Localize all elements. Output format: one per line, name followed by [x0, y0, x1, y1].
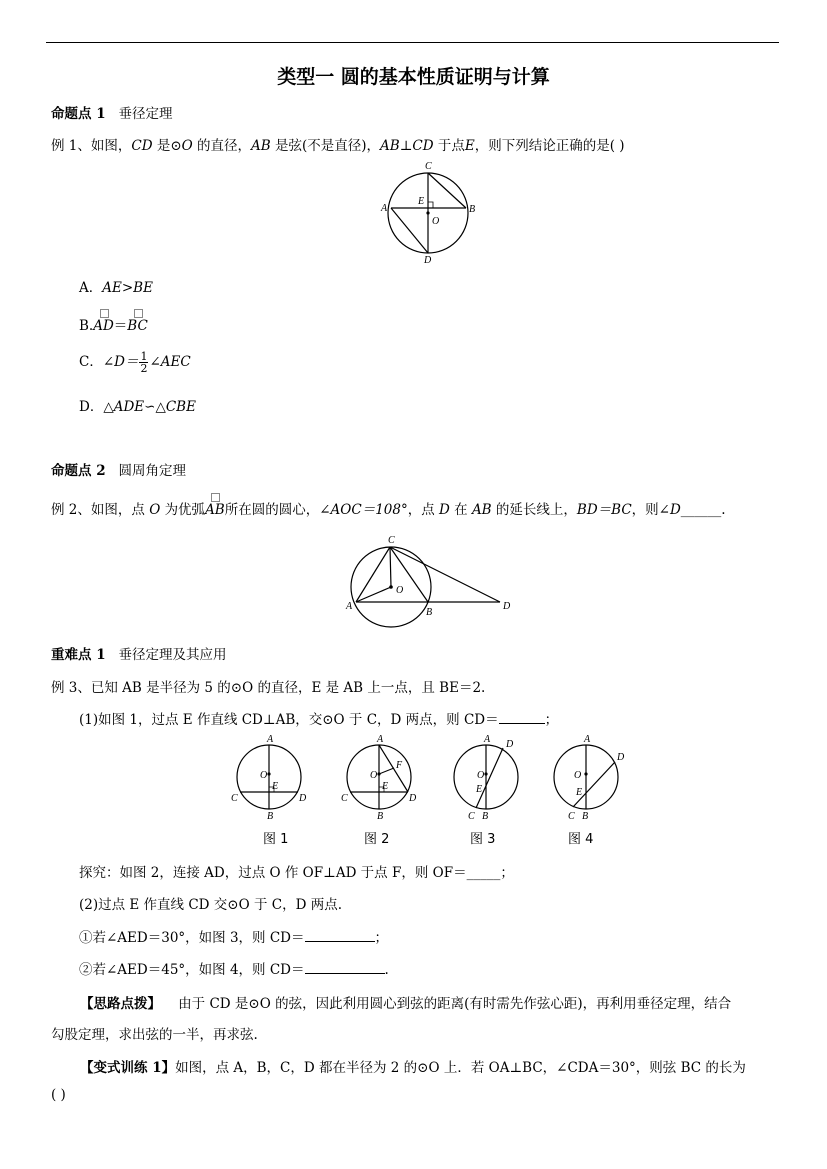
figure-ex3-2: [340, 732, 425, 822]
ex1-prefix: 例 1、如图，: [51, 138, 132, 154]
fig1-label-o: O: [432, 216, 440, 227]
fig-label-c: C: [231, 793, 238, 804]
option-b-arc-ad: AD: [93, 318, 114, 334]
example-1-stem: [51, 134, 625, 154]
page-title: 类型一 圆的基本性质证明与计算: [277, 66, 550, 88]
ex3-q1-blank[interactable]: [499, 723, 545, 724]
tip-line-1: [80, 992, 731, 1012]
ex3-q2b-blank[interactable]: [305, 973, 385, 974]
variant-line-2: ( ): [51, 1087, 66, 1103]
example-3-q2: (2)过点 E 作直线 CD 交⊙O 于 C，D 两点.: [79, 897, 342, 913]
option-b-label: B.: [79, 318, 94, 334]
ex3-q1-end: ；: [544, 712, 559, 728]
example-3-q2a: [79, 926, 388, 946]
fig2-label-a: A: [346, 601, 353, 612]
ex1-ab-perp-cd: AB⊥CD: [380, 138, 434, 154]
ex2-t4: 在: [454, 502, 468, 518]
section-label: 命题点 1: [51, 106, 106, 122]
ex3-q1-text: (1)如图 1，过点 E 作直线 CD⊥AB，交⊙O 于 C，D 两点，则 CD＝: [79, 712, 499, 728]
ex3-explore-end: ；: [500, 865, 514, 881]
option-d-text: △ADE∽△CBE: [103, 399, 196, 415]
section-name: 垂径定理及其应用: [118, 647, 227, 663]
ex2-arc-ab: AB: [205, 502, 225, 518]
tip-text-1: 由于 CD 是⊙O 的弦，因此利用圆心到弦的距离(有时需先作弦心距)，再利用垂径定理，结合: [178, 996, 732, 1012]
ex2-prefix: 例 2、如图，点: [51, 502, 145, 518]
example-3-q2b: [79, 958, 389, 978]
fig-label-d: D: [299, 793, 307, 804]
ex3-explore-blank[interactable]: _____: [466, 865, 501, 881]
example-3-q1: [79, 708, 558, 728]
option-c[interactable]: [79, 350, 191, 374]
ex3-q2b-text: ②若∠AED＝45°，如图 4，则 CD＝: [79, 962, 305, 978]
option-c-pre: ∠D＝: [102, 354, 139, 370]
section-label: 重难点 1: [51, 647, 106, 663]
figure-ex3-4: [547, 732, 632, 822]
option-d-label: D．: [79, 399, 104, 415]
ex1-e: E: [464, 138, 475, 154]
ex2-d: D: [439, 502, 450, 518]
fig-label-o: O: [477, 770, 485, 781]
fig1-label-d: D: [424, 255, 432, 266]
example-2-stem: [51, 498, 726, 518]
ex1-t4: 于点: [437, 138, 465, 154]
ex1-t2: 的直径，: [197, 138, 252, 154]
ex1-t1: 是: [156, 138, 171, 154]
fig2-label-b: B: [426, 607, 433, 618]
option-a-text: AE>BE: [102, 280, 153, 296]
fraction-numerator: 1: [140, 350, 148, 363]
ex2-angle: ∠AOC＝108°: [319, 502, 408, 518]
fig2-label-c: C: [388, 535, 395, 546]
tip-line-2: 勾股定理，求出弦的一半，再求弦.: [51, 1027, 258, 1043]
section-heading-3: [51, 643, 226, 663]
figure-2: [340, 532, 520, 632]
figure-1: [375, 158, 485, 268]
fig-label-c: C: [341, 793, 348, 804]
fig-label-d: D: [506, 739, 514, 750]
example-3-intro: 例 3、已知 AB 是半径为 5 的⊙O 的直径，E 是 AB 上一点，且 BE＝2.: [51, 680, 486, 696]
fig1-label-b: B: [469, 204, 476, 215]
figure-caption: 图 3: [470, 832, 496, 847]
ex3-q2a-text: ①若∠AED＝30°，如图 3，则 CD＝: [79, 930, 305, 946]
example-3-explore: [79, 861, 514, 881]
fig-label-f: F: [396, 760, 403, 771]
ex3-explore-text: 探究：如图 2，连接 AD，过点 O 作 OF⊥AD 于点 F，则 OF＝: [79, 865, 467, 881]
ex1-cd: CD: [131, 138, 153, 154]
fig-label-a: A: [484, 734, 491, 745]
ex2-eq: BD＝BC: [576, 502, 632, 518]
fig-label-e: E: [382, 781, 389, 792]
fig-label-a: A: [584, 734, 591, 745]
fig-label-e: E: [272, 781, 279, 792]
fig1-label-c: C: [425, 161, 432, 172]
option-a[interactable]: [79, 276, 153, 296]
ex3-q2a-end: ；: [374, 930, 388, 946]
ex1-t5: ，则下列结论正确的是( ): [474, 138, 625, 154]
fig-label-b: B: [482, 811, 489, 822]
ex2-answer-blank[interactable]: ______: [680, 502, 722, 518]
fig-label-d: D: [409, 793, 417, 804]
header-rule: [46, 42, 779, 43]
figure-ex3-1: [230, 732, 315, 822]
fig-label-o: O: [260, 770, 268, 781]
fig-label-e: E: [576, 787, 583, 798]
option-b-arc-bc: BC: [127, 318, 148, 334]
tip-label: 【思路点拨】: [80, 996, 161, 1012]
option-b[interactable]: [79, 314, 148, 334]
option-c-post: ∠AEC: [149, 354, 191, 370]
fig-label-a: A: [377, 734, 384, 745]
section-label: 命题点 2: [51, 463, 106, 479]
variant-label: 【变式训练 1】: [80, 1060, 176, 1076]
figure-caption: 图 4: [568, 832, 594, 847]
fig2-label-d: D: [503, 601, 511, 612]
fig-label-c: C: [468, 811, 475, 822]
fig-label-o: O: [370, 770, 378, 781]
ex2-t3: ，点: [407, 502, 435, 518]
figure-caption: 图 1: [263, 832, 289, 847]
ex1-t3: 是弦(不是直径)，: [275, 138, 381, 154]
fig-label-b: B: [582, 811, 589, 822]
fig-label-c: C: [568, 811, 575, 822]
ex3-q2b-end: .: [384, 962, 389, 978]
option-b-eq: ＝: [113, 318, 128, 334]
ex1-circle-o: ⊙O: [170, 138, 193, 154]
ex2-ab: AB: [471, 502, 492, 518]
option-a-label: A．: [79, 280, 103, 296]
fig1-label-e: E: [418, 196, 425, 207]
ex2-t5: 的延长线上，: [495, 502, 577, 518]
section-heading-1: [51, 102, 172, 122]
option-c-label: C．: [79, 354, 103, 370]
option-c-fraction: [139, 351, 148, 374]
variant-line-1: [80, 1056, 746, 1076]
figure-ex3-3: [447, 732, 532, 822]
ex2-t6: ，则: [631, 502, 659, 518]
fig1-label-a: A: [381, 203, 388, 214]
variant-text-1: 如图，点 A，B，C，D 都在半径为 2 的⊙O 上．若 OA⊥BC，∠CDA＝30°，则弦 BC 的长为: [175, 1060, 746, 1076]
ex2-t2: 所在圆的圆心，: [224, 502, 320, 518]
fig-label-a: A: [267, 734, 274, 745]
section-heading-2: [51, 459, 186, 479]
section-name: 圆周角定理: [118, 463, 186, 479]
ex2-o: O: [149, 502, 161, 518]
figure-caption: 图 2: [364, 832, 390, 847]
fig-label-d: D: [617, 752, 625, 763]
ex2-t1: 为优弧: [164, 502, 206, 518]
fig-label-b: B: [267, 811, 274, 822]
fig2-label-o: O: [396, 585, 404, 596]
ex3-q2a-blank[interactable]: [305, 941, 375, 942]
ex1-ab: AB: [251, 138, 271, 154]
fig-label-o: O: [574, 770, 582, 781]
ex2-end: .: [721, 502, 726, 518]
ex2-ask: ∠D: [658, 502, 681, 518]
option-d[interactable]: [79, 395, 196, 415]
fig-label-e: E: [476, 784, 483, 795]
section-name: 垂径定理: [118, 106, 173, 122]
fig-label-b: B: [377, 811, 384, 822]
fraction-denominator: 2: [140, 362, 148, 375]
